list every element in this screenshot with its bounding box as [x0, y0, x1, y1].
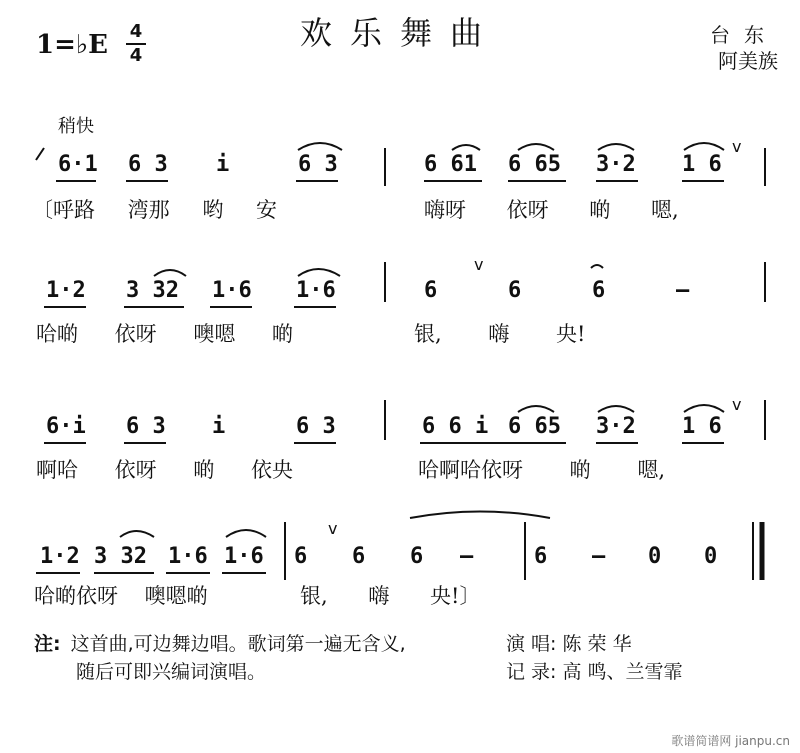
note: 6·i: [46, 414, 86, 439]
origin-line1: 台东: [710, 23, 778, 47]
origin-line2: 阿美族: [718, 49, 778, 73]
note: 0: [704, 544, 718, 569]
note: 3 32: [126, 278, 179, 303]
note: 6 65: [508, 414, 561, 439]
footnote-label: 注:: [34, 633, 61, 655]
note: 1·2: [40, 544, 80, 569]
note: –: [460, 544, 474, 569]
note: 6 3: [128, 152, 168, 177]
note: 0: [648, 544, 662, 569]
note: 1·6: [296, 278, 336, 303]
footnote-line2: 随后可即兴编词演唱。: [76, 661, 267, 683]
underline: [166, 572, 210, 574]
note: 1·6: [224, 544, 264, 569]
credits: [506, 630, 683, 686]
recorder-label: 记 录:: [506, 661, 557, 683]
note: 6: [534, 544, 548, 569]
watermark-text: 歌谱简谱网 jianpu.cn: [671, 734, 790, 748]
key-signature: 1=♭E: [36, 30, 108, 60]
underline: [296, 180, 338, 182]
row4-lyrics-a: 哈啲依呀 噢嗯啲: [34, 584, 208, 608]
underline: [94, 572, 154, 574]
underline: [44, 306, 86, 308]
row4-lyrics-b: 银, 嗨 央!〕: [300, 584, 481, 608]
singer-label: 演 唱:: [506, 633, 557, 655]
note: 6: [294, 544, 308, 569]
underline: [682, 180, 724, 182]
note: 6·1: [58, 152, 98, 177]
underline: [508, 180, 566, 182]
svg-text:v: v: [732, 395, 742, 414]
underline: [294, 306, 336, 308]
underline: [56, 180, 96, 182]
row2-lyrics-b: 银, 嗨 央!: [414, 322, 586, 346]
svg-text:v: v: [328, 519, 338, 538]
note: 1·2: [46, 278, 86, 303]
note: 6 3: [296, 414, 336, 439]
singer-name: 陈 荣 华: [562, 633, 632, 655]
underline: [222, 572, 266, 574]
note: i: [212, 414, 226, 439]
underline: [36, 572, 80, 574]
underline: [294, 442, 336, 444]
underline: [424, 180, 482, 182]
meter-top: 4: [129, 21, 143, 42]
recorder-name: 高 鸣、兰雪霏: [562, 661, 683, 683]
note: 1 6: [682, 152, 722, 177]
underline: [682, 442, 724, 444]
svg-text:v: v: [474, 255, 484, 274]
note: 6: [508, 278, 522, 303]
tempo-marking: 稍快: [58, 116, 94, 137]
note: i: [216, 152, 230, 177]
footnote: [34, 630, 406, 686]
underline: [126, 180, 168, 182]
row1-lyrics-b: 嗨呀 依呀 啲 嗯,: [424, 198, 679, 222]
note: 6 3: [298, 152, 338, 177]
row1-lyrics-a: 〔呼路 湾那 哟 安: [32, 198, 278, 222]
note: 3·2: [596, 152, 636, 177]
footnote-line1: 这首曲,可边舞边唱。歌词第一遍无含义,: [70, 633, 406, 655]
underline: [44, 442, 86, 444]
underline: [124, 306, 184, 308]
note: 1·6: [212, 278, 252, 303]
underline: [420, 442, 566, 444]
note: 1 6: [682, 414, 722, 439]
underline: [596, 442, 638, 444]
row3-lyrics-a: 啊哈 依呀 啲 依央: [36, 458, 294, 482]
underline: [124, 442, 166, 444]
note: 1·6: [168, 544, 208, 569]
underline: [596, 180, 638, 182]
note: 6: [410, 544, 424, 569]
note: –: [676, 278, 690, 303]
underline: [210, 306, 252, 308]
note: 6: [352, 544, 366, 569]
note: 6 3: [126, 414, 166, 439]
song-title: 欢乐舞曲: [299, 14, 500, 52]
note: 3·2: [596, 414, 636, 439]
meter-bottom: 4: [129, 45, 143, 66]
note: 3 32: [94, 544, 147, 569]
svg-text:v: v: [732, 137, 742, 156]
note: 6 65: [508, 152, 561, 177]
note: 6: [592, 278, 606, 303]
row3-lyrics-b: 哈啊哈依呀 啲 嗯,: [418, 458, 666, 482]
note: –: [592, 544, 606, 569]
note: 6: [424, 278, 438, 303]
note: 6 6 i: [422, 414, 489, 439]
note: 6 61: [424, 152, 477, 177]
row2-lyrics-a: 哈啲 依呀 噢嗯 啲: [36, 322, 294, 346]
